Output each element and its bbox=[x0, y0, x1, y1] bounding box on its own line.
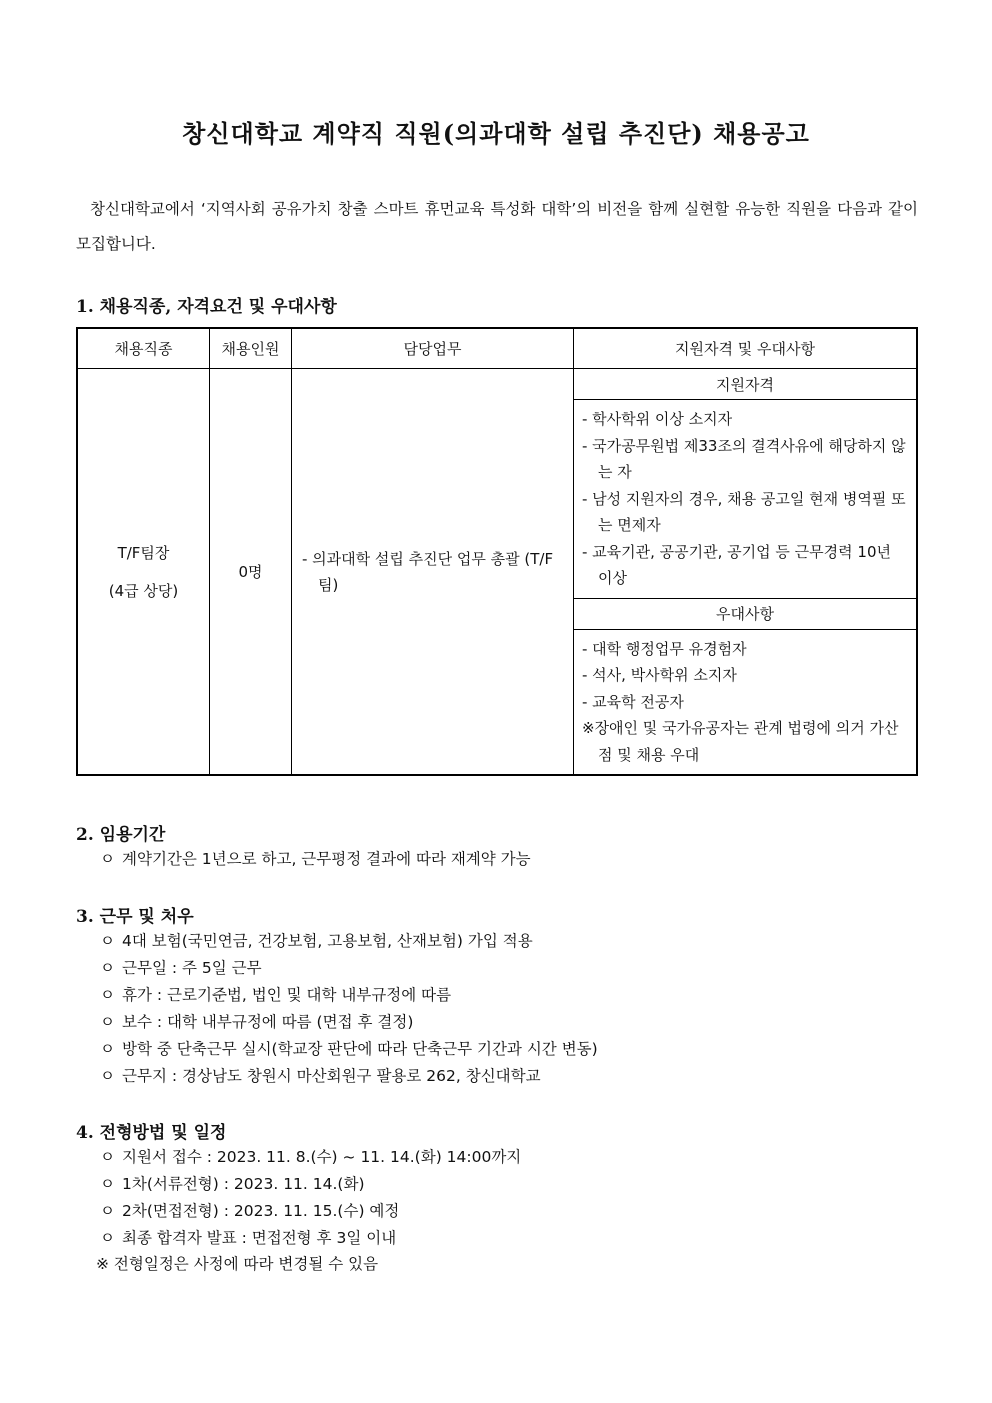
section-4-heading: 4. 전형방법 및 일정 bbox=[76, 1123, 227, 1143]
section-1-heading: 1. 채용직종, 자격요건 및 우대사항 bbox=[76, 297, 337, 317]
list-item: - 석사, 박사학위 소지자 bbox=[582, 666, 737, 684]
list-item: - 국가공무원법 제33조의 결격사유에 해당하지 않는 자 bbox=[582, 436, 906, 481]
page-title: 창신대학교 계약직 직원(의과대학 설립 추진단) 채용공고 bbox=[182, 119, 810, 148]
bullet-icon: ㅇ bbox=[100, 1229, 115, 1247]
list-item: ㅇ 근무지 : 경상남도 창원시 마산회원구 팔용로 262, 창신대학교 bbox=[100, 1063, 598, 1090]
list-item: ㅇ 보수 : 대학 내부규정에 따름 (면접 후 결정) bbox=[100, 1009, 598, 1036]
bullet-icon: ㅇ bbox=[100, 1013, 115, 1031]
job-title: T/F팀장 bbox=[117, 543, 170, 562]
list-item: - 대학 행정업무 유경험자 bbox=[582, 639, 747, 658]
intro-paragraph bbox=[76, 192, 918, 262]
bullet-icon: ㅇ bbox=[100, 1148, 115, 1166]
bullet-icon: ㅇ bbox=[100, 850, 115, 868]
list-item: ㅇ 1차(서류전형) : 2023. 11. 14.(화) bbox=[100, 1171, 521, 1198]
duty-cell bbox=[292, 369, 574, 776]
list-item: ㅇ 2차(면접전형) : 2023. 11. 15.(수) 예정 bbox=[100, 1198, 521, 1225]
table-header-row bbox=[77, 328, 917, 369]
bullet-icon: ㅇ bbox=[100, 959, 115, 977]
table-row bbox=[77, 369, 917, 400]
job-type-cell bbox=[77, 369, 210, 776]
schedule-note: ※ 전형일정은 사정에 따라 변경될 수 있음 bbox=[96, 1255, 379, 1273]
list-item: - 교육학 전공자 bbox=[582, 692, 684, 711]
list-item: ㅇ 최종 합격자 발표 : 면접전형 후 3일 이내 bbox=[100, 1225, 521, 1252]
section-4-list bbox=[100, 1144, 521, 1252]
list-item: ㅇ 4대 보험(국민연금, 건강보험, 고용보험, 산재보험) 가입 적용 bbox=[100, 928, 598, 955]
duty-text: - 의과대학 설립 추진단 업무 총괄 (T/F팀) bbox=[302, 549, 554, 594]
list-item: - 남성 지원자의 경우, 채용 공고일 현재 병역필 또는 면제자 bbox=[582, 489, 906, 534]
list-item: - 교육기관, 공공기관, 공기업 등 근무경력 10년 이상 bbox=[582, 542, 891, 587]
list-item: ㅇ 휴가 : 근로기준법, 법인 및 대학 내부규정에 따름 bbox=[100, 982, 598, 1009]
section-2-heading: 2. 임용기간 bbox=[76, 825, 166, 845]
list-item: ㅇ 계약기간은 1년으로 하고, 근무평정 결과에 따라 재계약 가능 bbox=[100, 846, 531, 873]
header-job-type: 채용직종 bbox=[77, 328, 210, 369]
header-count: 채용인원 bbox=[210, 328, 292, 369]
list-item: ※장애인 및 국가유공자는 관계 법령에 의거 가산점 및 채용 우대 bbox=[582, 719, 899, 764]
headcount-cell: 0명 bbox=[210, 369, 292, 776]
bullet-icon: ㅇ bbox=[100, 1202, 115, 1220]
bullet-icon: ㅇ bbox=[100, 986, 115, 1004]
intro-text: 창신대학교에서 ‘지역사회 공유가치 창출 스마트 휴먼교육 특성화 대학’의 비전을 함께 실현할 유능한 직원을 다음과 같이 모집합니다. bbox=[76, 200, 918, 253]
recruitment-table bbox=[76, 327, 918, 776]
section-2-list bbox=[100, 846, 531, 873]
bullet-icon: ㅇ bbox=[100, 1040, 115, 1058]
header-duty: 담당업무 bbox=[292, 328, 574, 369]
bullet-icon: ㅇ bbox=[100, 1175, 115, 1193]
list-item: ㅇ 방학 중 단축근무 실시(학교장 판단에 따라 단축근무 기간과 시간 변동) bbox=[100, 1036, 598, 1063]
section-3-list bbox=[100, 928, 598, 1090]
section-3-heading: 3. 근무 및 처우 bbox=[76, 907, 194, 927]
preferences-list bbox=[574, 629, 918, 775]
qualifications-list bbox=[574, 400, 918, 599]
qualifications-subheader: 지원자격 bbox=[574, 369, 918, 400]
list-item: ㅇ 지원서 접수 : 2023. 11. 8.(수) ~ 11. 14.(화) 14:00까지 bbox=[100, 1144, 521, 1171]
job-grade: (4급 상당) bbox=[108, 581, 179, 600]
list-item: - 학사학위 이상 소지자 bbox=[582, 410, 733, 428]
header-qualifications: 지원자격 및 우대사항 bbox=[574, 328, 918, 369]
preferences-subheader: 우대사항 bbox=[574, 598, 918, 629]
bullet-icon: ㅇ bbox=[100, 1067, 115, 1085]
list-item: ㅇ 근무일 : 주 5일 근무 bbox=[100, 955, 598, 982]
bullet-icon: ㅇ bbox=[100, 932, 115, 950]
